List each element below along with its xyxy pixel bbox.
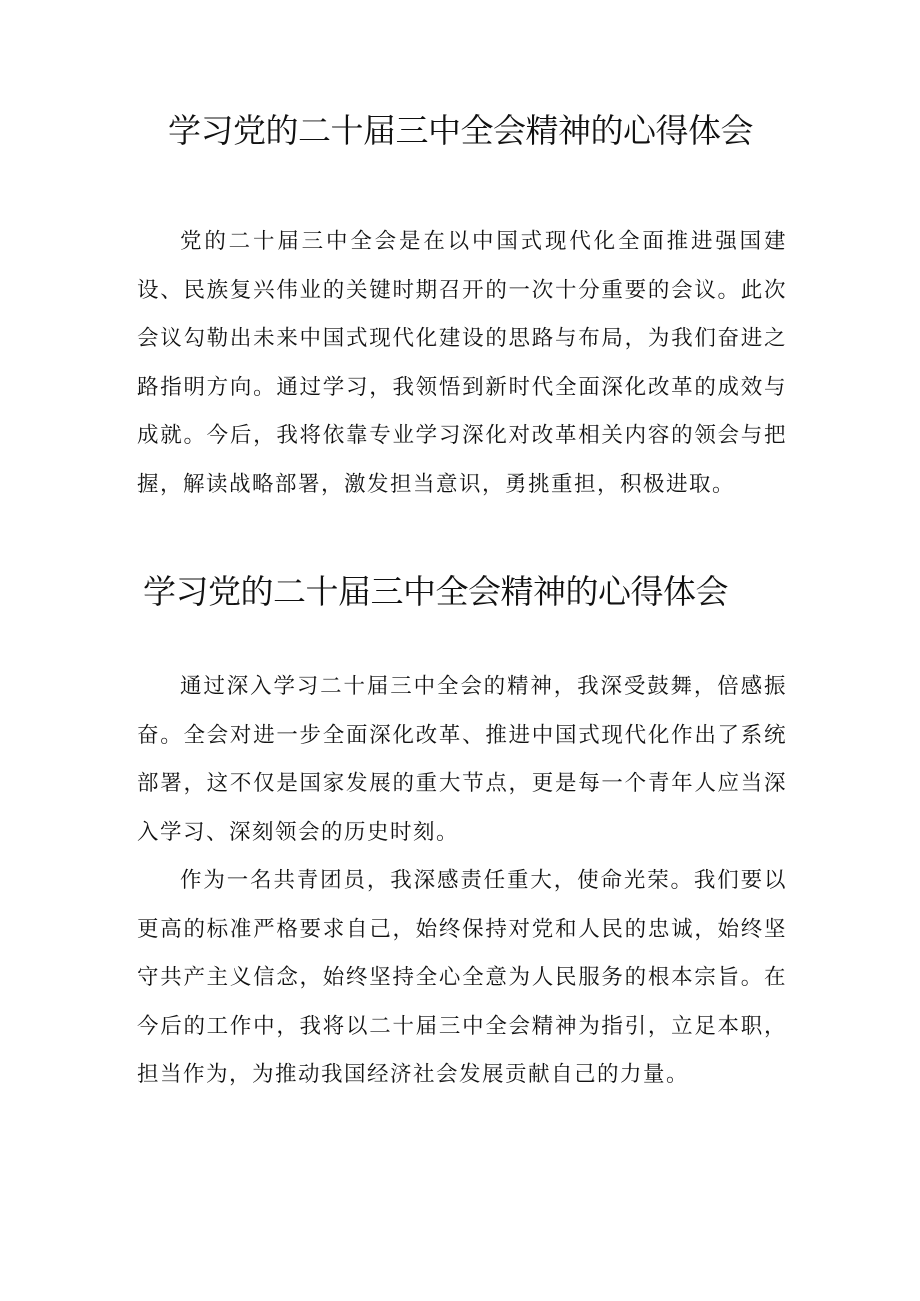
section-body xyxy=(137,218,787,509)
section-title: 学习党的二十届三中全会精神的心得体会 xyxy=(168,111,753,150)
body-paragraph: 党的二十届三中全会是在以中国式现代化全面推进强国建设、民族复兴伟业的关键时期召开的一次十分重要的会议。此次会议勾勒出未来中国式现代化建设的思路与布局，为我们奋进之路指明方向。通过学习，我领悟到新时代全面深化改革的成效与成就。今后，我将依靠专业学习深化对改革相关内容的领会与把握，解读战略部署，激发担当意识，勇挑重担，积极进取。 xyxy=(137,229,787,497)
body-paragraph: 通过深入学习二十届三中全会的精神，我深受鼓舞，倍感振奋。全会对进一步全面深化改革、推进中国式现代化作出了系统部署，这不仅是国家发展的重大节点，更是每一个青年人应当深入学习、深刻领会的历史时刻。 xyxy=(137,674,787,845)
body-paragraph: 作为一名共青团员，我深感责任重大，使命光荣。我们要以更高的标准严格要求自己，始终保持对党和人民的忠诚，始终坚守共产主义信念，始终坚持全心全意为人民服务的根本宗旨。在今后的工作中，我将以二十届三中全会精神为指引，立足本职，担当作为，为推动我国经济社会发展贡献自己的力量。 xyxy=(137,868,787,1087)
section-title: 学习党的二十届三中全会精神的心得体会 xyxy=(143,572,728,611)
section-body xyxy=(137,663,787,1100)
